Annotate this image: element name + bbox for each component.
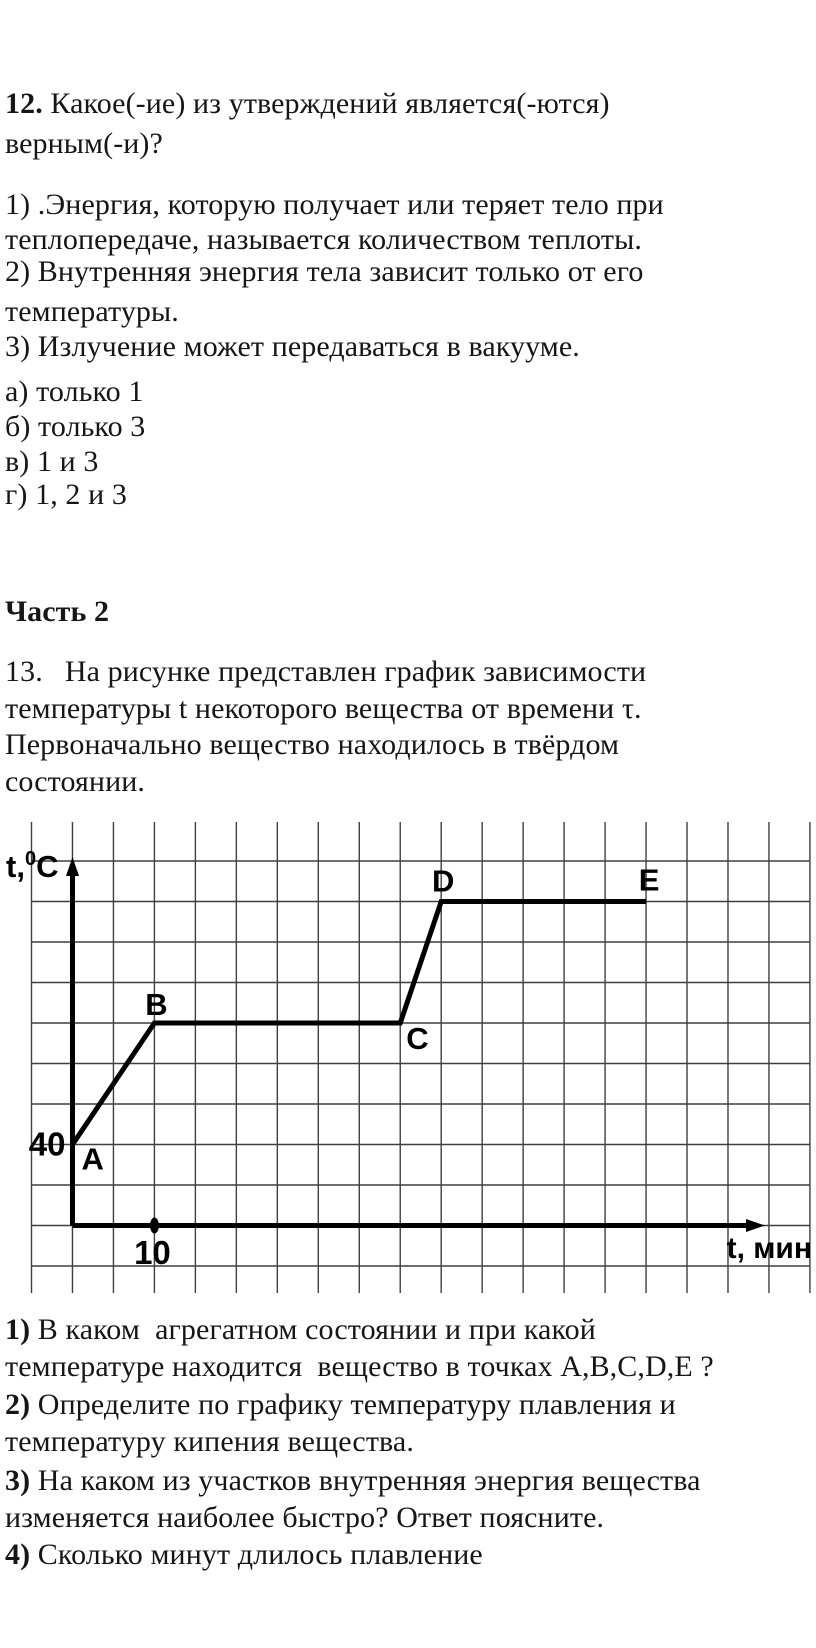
subquestion-line: 4) Сколько минут длилось плавление xyxy=(5,1538,483,1571)
q13-line: 13. На рисунке представлен график зависимости xyxy=(5,655,647,688)
subquestion-line: температуре находится вещество в точках A,B,C,D,E ? xyxy=(5,1350,714,1383)
point-label-E: E xyxy=(638,862,660,898)
statement-line: 3) Излучение может передаваться в вакууме. xyxy=(5,330,580,363)
q12-text: Какое(-ие) из утверждений является(-ются) xyxy=(42,87,610,120)
point-label-B: B xyxy=(145,987,168,1022)
statement-line: температуры. xyxy=(5,295,179,328)
subquestion-line: 2) Определите по графику температуру плавления и xyxy=(5,1388,676,1421)
y-axis-label: t,$^0$C xyxy=(6,848,59,884)
option-line-a: а) только 1 xyxy=(5,375,144,408)
option-line-b: б) только 3 xyxy=(5,410,146,443)
part2-heading: Часть 2 xyxy=(5,595,110,628)
statement-line: 2) Внутренняя энергия тела зависит только от его xyxy=(5,255,644,288)
q12-line xyxy=(5,85,811,122)
option-line-g: г) 1, 2 и 3 xyxy=(5,478,127,511)
point-label-A: A xyxy=(81,1141,104,1177)
x-axis-label: t, мин xyxy=(726,1232,812,1265)
q12-line: верным(-и)? xyxy=(5,127,163,160)
x-tick-dot xyxy=(150,1218,159,1234)
point-label-C: C xyxy=(406,1021,429,1056)
temperature-time-graph xyxy=(0,800,816,1310)
subquestion-line: 3) На каком из участков внутренняя энергия вещества xyxy=(5,1464,701,1497)
q13-line: состоянии. xyxy=(5,765,145,798)
subquestion-line: 1) В каком агрегатном состоянии и при какой xyxy=(5,1313,596,1346)
x-axis-arrowhead-icon xyxy=(746,1219,765,1232)
subquestion-line: изменяется наиболее быстро? Ответ поясните. xyxy=(5,1501,605,1534)
statement-line: теплопередаче, называется количеством теплоты. xyxy=(5,223,642,256)
q13-number: 13. xyxy=(5,655,43,688)
q12-number: 12. xyxy=(5,87,43,120)
subquestion-line: температуру кипения вещества. xyxy=(5,1425,414,1458)
y-tick-label-40: 40 xyxy=(28,1125,66,1163)
statement-line: 1) .Энергия, которую получает или теряет тело при xyxy=(5,188,664,221)
q13-line: температуры t некоторого вещества от времени τ. xyxy=(5,692,642,725)
point-label-D: D xyxy=(432,863,455,899)
y-axis-arrowhead-icon xyxy=(66,857,79,876)
x-tick-label-10: 10 xyxy=(134,1234,171,1271)
q13-line: Первоначально вещество находилось в твёрдом xyxy=(5,728,620,761)
option-line-v: в) 1 и 3 xyxy=(5,445,99,478)
